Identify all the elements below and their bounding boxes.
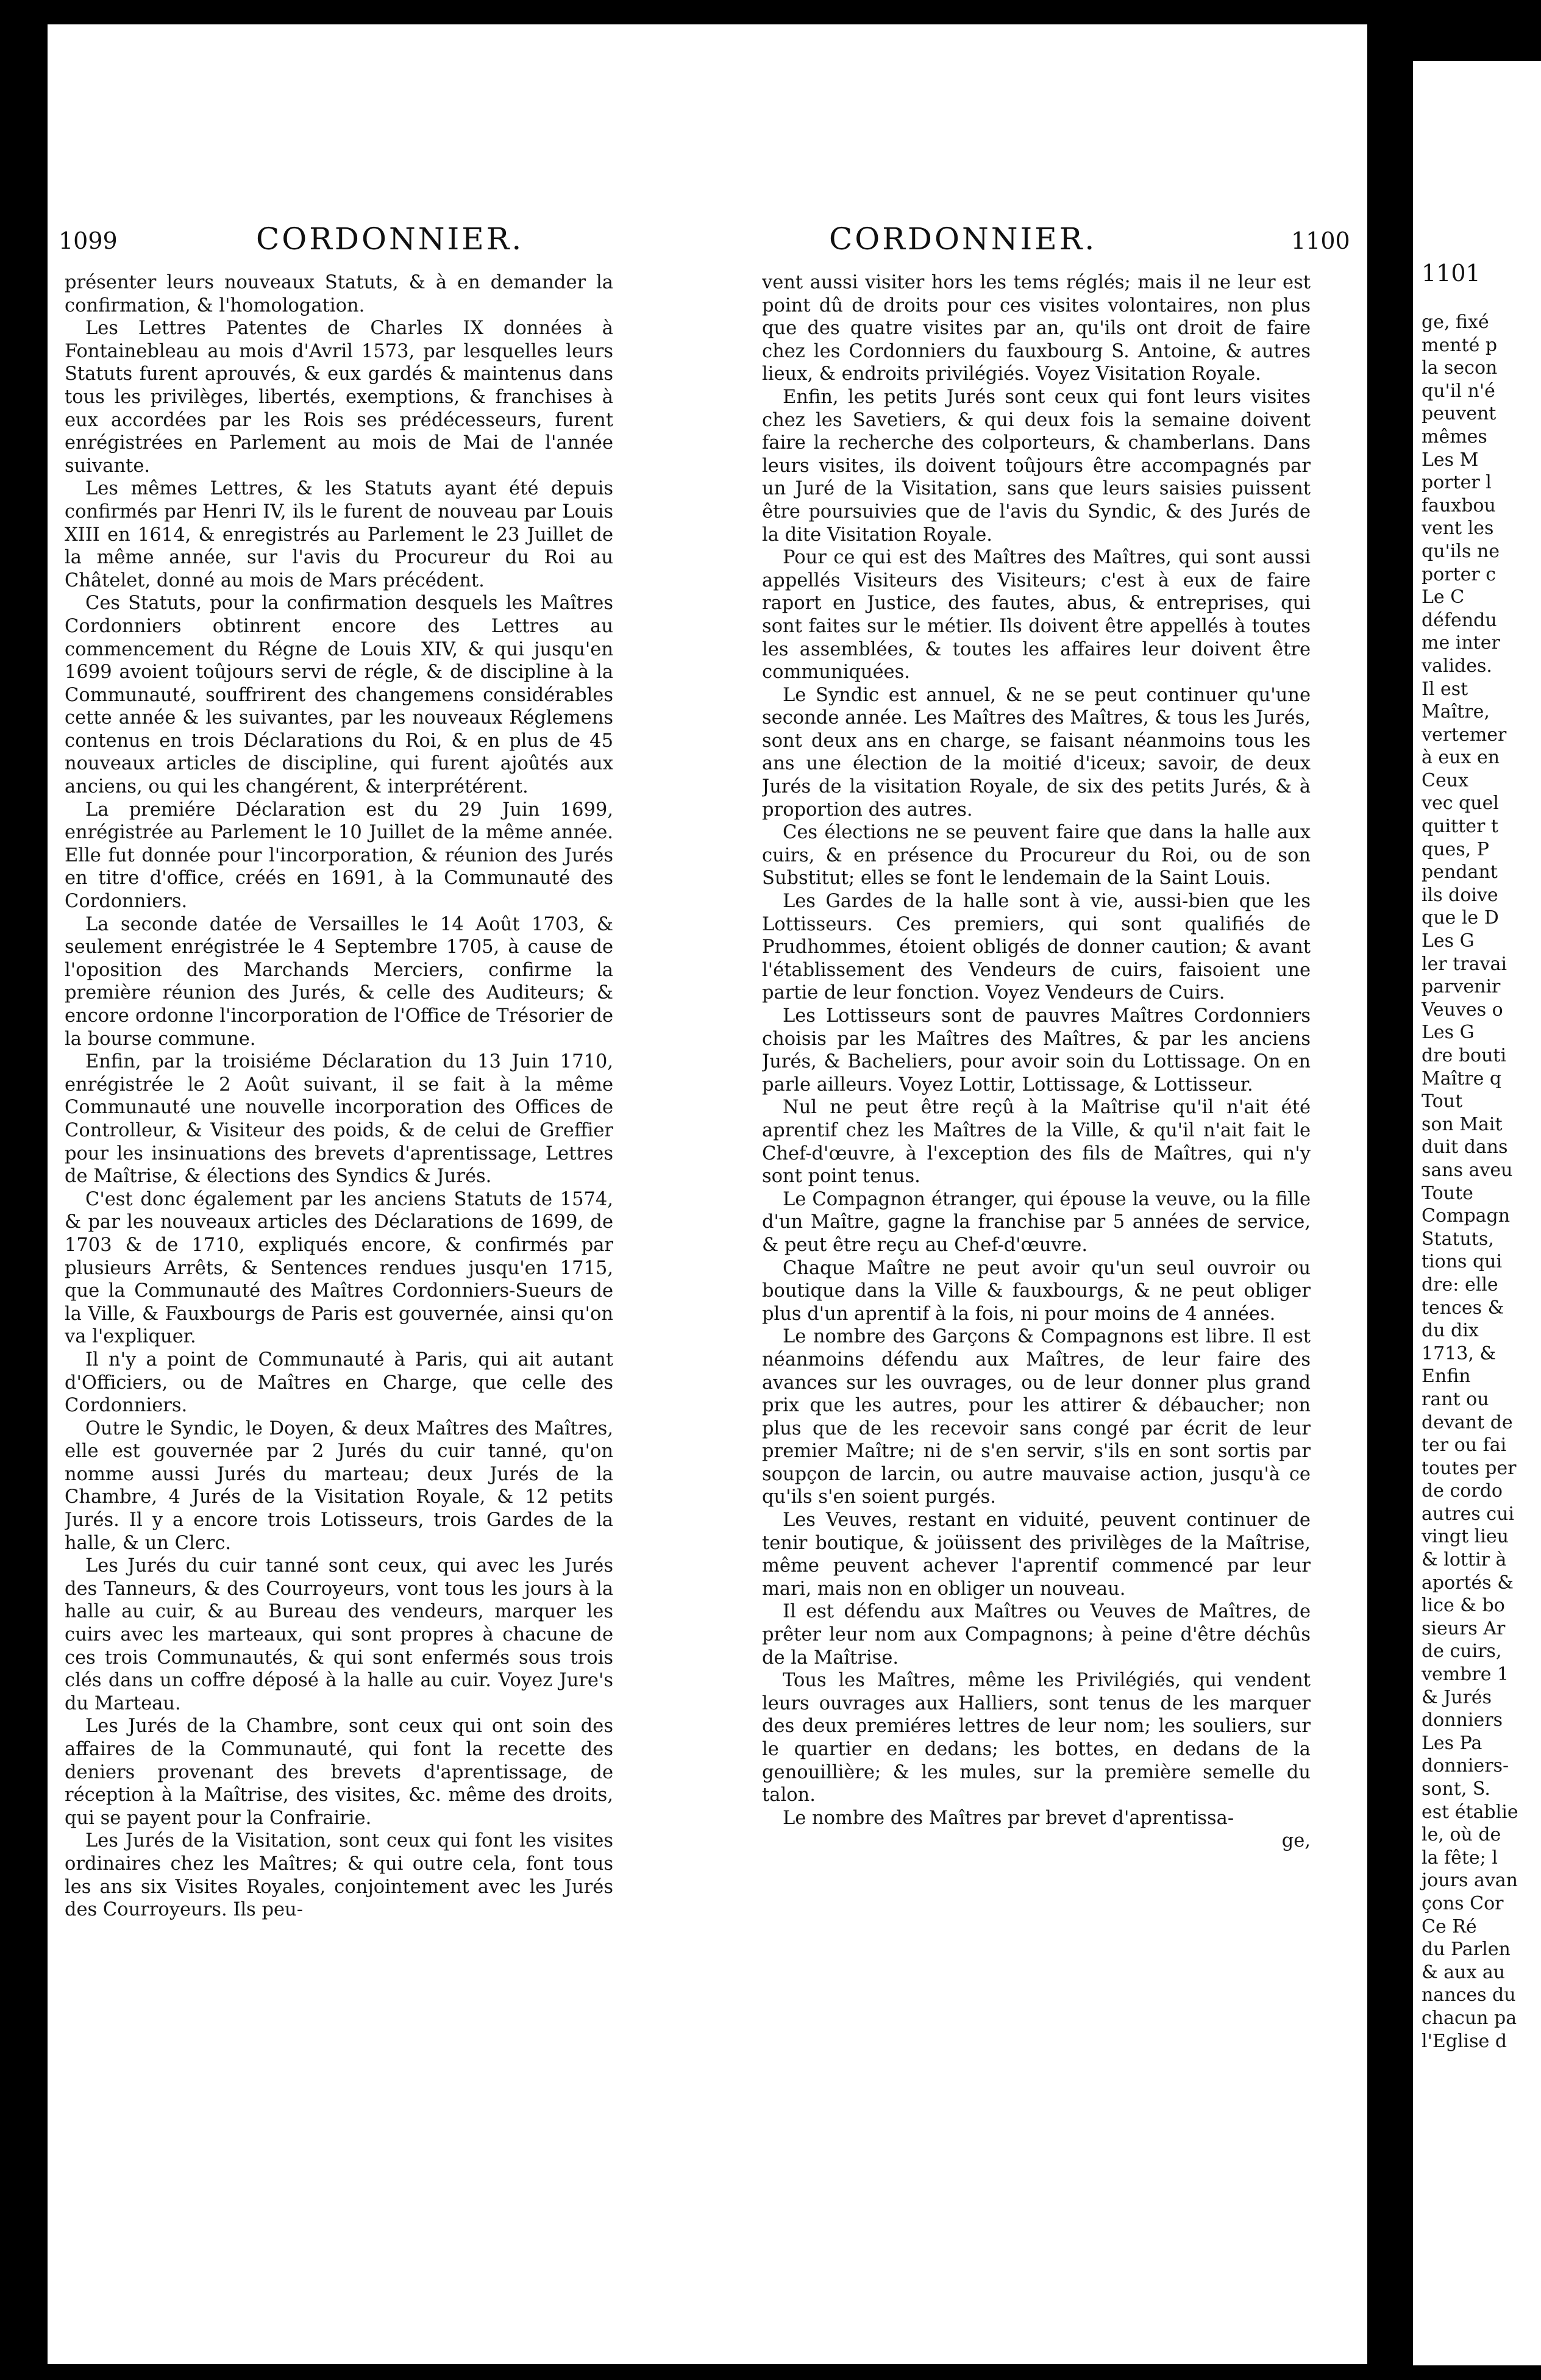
fragment-line: ge, fixé [1422,312,1489,333]
right-running-title: CORDONNIER. [829,221,1097,257]
fragment-line: tions qui [1422,1251,1503,1273]
paragraph: Les Gardes de la halle sont à vie, aussi-bien que les Lottisseurs. Ces premiers, qui sont qualifiés de Prudhommes, étoient obligés de donner caution; & avant l'établissement des Vendeurs de cuirs, faisoient une partie de leur fonction. Voyez Vendeurs de Cuirs. [762,891,1311,1004]
fragment-line: peuvent [1422,403,1497,425]
fragment-line: ter ou fai [1422,1434,1507,1456]
fragment-line: Enfin [1422,1366,1471,1388]
fragment-line: me inter [1422,632,1500,654]
fragment-line: duit dans [1422,1136,1508,1158]
fragment-line: qu'il n'é [1422,380,1495,402]
paragraph: Il n'y a point de Communauté à Paris, qui ait autant d'Officiers, ou de Maîtres en Charge, que celle des Cordonniers. [65,1349,613,1417]
fragment-line: la fête; l [1422,1847,1498,1869]
fragment-line: dre: elle [1422,1274,1498,1295]
left-text-column [65,271,613,2344]
fragment-line: quitter t [1422,816,1498,838]
paragraph: Les Jurés du cuir tanné sont ceux, qui avec les Jurés des Tanneurs, & des Courroyeurs, vont tous les jours à la halle au cuir, & au Bureau des vendeurs, marquer les cuirs avec les marteaux, qui sont propres à chacune de ces trois Communautés, & qui sont enfermés sous trois clés dans un coffre déposé à la halle au cuir. Voyez Jure's du Marteau. [65,1555,613,1714]
fragment-line: à eux en [1422,747,1500,769]
paragraph: Le nombre des Maîtres par brevet d'aprentissa- [783,1807,1234,1829]
adjacent-page-fragment [1413,61,1541,2365]
fragment-line: Ce Ré [1422,1915,1477,1937]
fragment-line: nances du [1422,1984,1516,2006]
fragment-line: vertemer [1422,724,1507,746]
fragment-line: Il est [1422,678,1468,700]
fragment-line: vingt lieu [1422,1526,1509,1548]
paragraph: Le Compagnon étranger, qui épouse la veuve, ou la fille d'un Maître, gagne la franchise par 5 années de service, & peut être reçu au Chef-d'œuvre. [762,1188,1311,1256]
fragment-line: la secon [1422,357,1498,379]
fragment-line: l'Eglise d [1422,2030,1507,2052]
fragment-line: porter l [1422,472,1492,494]
fragment-line: & Jurés [1422,1686,1492,1708]
paragraph: présenter leurs nouveaux Statuts, & à en demander la confirmation, & l'homologation. [65,272,613,316]
fragment-line: du dix [1422,1320,1479,1342]
fragment-line: Toute [1422,1182,1473,1204]
paragraph: Chaque Maître ne peut avoir qu'un seul ouvroir ou boutique dans la Ville & fauxbourgs, & ne peut obliger plus d'un aprentif à la fois, ni pour moins de 4 années. [762,1257,1311,1325]
fragment-line: jours avan [1422,1870,1518,1892]
fragment-line: menté p [1422,334,1498,356]
fragment-line: Veuves o [1422,999,1503,1021]
fragment-line: Ceux [1422,769,1468,791]
paragraph: Ces élections ne se peuvent faire que dans la halle aux cuirs, & en présence du Procureur du Roi, ou de son Substitut; elles se font le lendemain de la Saint Louis. [762,822,1311,889]
fragment-line: çons Cor [1422,1892,1504,1914]
fragment-line: sieurs Ar [1422,1617,1506,1639]
fragment-line: vembre 1 [1422,1664,1509,1686]
right-text-column [762,271,1311,2344]
paragraph: Enfin, par la troisiéme Déclaration du 13 Juin 1710, enrégistrée le 2 Août suivant, il se fait à la même Communauté une nouvelle incorporation des Offices de Controlleur, & Visiteur des poids, & de celui de Greffier pour les insinuations des brevets d'aprentissage, Lettres de Maîtrise, & élections des Syndics & Jurés. [65,1051,613,1188]
fragment-line: lice & bo [1422,1595,1505,1617]
fragment-line: Les G [1422,930,1475,952]
fragment-line: ler travai [1422,953,1507,975]
paragraph: Les mêmes Lettres, & les Statuts ayant été depuis confirmés par Henri IV, ils le furent de nouveau par Louis XIII en 1614, & enregistrés au Parlement le 23 Juillet de la même année, sur l'avis du Procureur du Roi au Châtelet, donné au mois de Mars précédent. [65,478,613,591]
book-page [48,24,1367,2364]
fragment-line: de cordo [1422,1480,1503,1502]
fragment-line: que le D [1422,907,1499,929]
paragraph: La premiére Déclaration est du 29 Juin 1699, enrégistrée au Parlement le 10 Juillet de la même année. Elle fut donnée pour l'incorporation, & réunion des Jurés en titre d'office, créés en 1691, à la Communauté des Cordonniers. [65,799,613,913]
left-page-number: 1099 [59,227,118,254]
fragment-line: de cuirs, [1422,1641,1502,1662]
fragment-line: Les Pa [1422,1732,1482,1754]
fragment-line: mêmes [1422,426,1487,447]
fragment-line: pendant [1422,861,1498,883]
fragment-line: aportés & [1422,1572,1514,1594]
paragraph: Les Jurés de la Visitation, sont ceux qui font les visites ordinaires chez les Maîtres; & qui outre cela, font tous les ans six Visites Royales, conjointement avec les Jurés des Courroyeurs. Ils peu- [65,1830,613,1921]
fragment-line: défendu [1422,609,1497,631]
fragment-line: le, où de [1422,1824,1501,1846]
fragment-line: devant de [1422,1411,1513,1433]
fragment-line: Maître, [1422,701,1490,723]
fragment-line: vent les [1422,518,1494,540]
fragment-line: dre bouti [1422,1045,1507,1066]
fragment-line: ils doive [1422,884,1498,906]
fragment-line: Tout [1422,1091,1463,1113]
paragraph: Le nombre des Garçons & Compagnons est libre. Il est néanmoins défendu aux Maîtres, de leur faire des avances sur les ouvrages, ou de leur donner plus grand prix que les autres, pour les attirer & débaucher; non plus que de les recevoir sans congé par écrit de leur premier Maître; ni de s'en servir, s'ils en sont sortis par soupçon de larcin, ou autre mauvaise action, jusqu'à ce qu'ils s'en soient purgés. [762,1326,1311,1508]
fragment-line: Les M [1422,449,1479,471]
fragment-line: donniers- [1422,1755,1509,1777]
adjacent-page-text [1422,262,1541,2053]
left-running-title: CORDONNIER. [256,221,524,257]
paragraph: Les Lottisseurs sont de pauvres Maîtres Cordonniers choisis par les Maîtres des Maîtres, & par les anciens Jurés, & Bacheliers, pour avoir soin du Lottissage. On en parle ailleurs. Voyez Lottir, Lottissage, & Lottisseur. [762,1005,1311,1096]
fragment-line: Compagn [1422,1205,1511,1227]
fragment-line: sans aveu [1422,1159,1513,1181]
fragment-line: Statuts, [1422,1228,1494,1250]
fragment-line: toutes per [1422,1457,1517,1479]
paragraph: Tous les Maîtres, même les Privilégiés, qui vendent leurs ouvrages aux Halliers, sont tenus de les marquer des deux premiéres lettres de leur nom; les souliers, sur le quartier en dedans; les bottes, en dedans de la genouillière; & les mules, sur la première semelle du talon. [762,1670,1311,1806]
fragment-line: Les G [1422,1022,1475,1044]
fragment-line: parvenir [1422,976,1501,998]
adjacent-page-number: 1101 [1422,260,1481,287]
fragment-line: & lottir à [1422,1549,1507,1571]
fragment-line: valides. [1422,655,1492,677]
paragraph: Le Syndic est annuel, & ne se peut continuer qu'une seconde année. Les Maîtres des Maîtres, & tous les Jurés, sont deux ans en charge, se faisant néanmoins tous les ans une élection de la moitié d'iceux; savoir, de deux Jurés de la visitation Royale, de six des petits Jurés, & à proportion des autres. [762,684,1311,821]
fragment-line: Le C [1422,586,1465,608]
fragment-line: qu'ils ne [1422,540,1500,562]
paragraph: Les Jurés de la Chambre, sont ceux qui ont soin des affaires de la Communauté, qui font la recette des deniers provenant des brevets d'aprentissage, de réception à la Maîtrise, des visites, &c. même des droits, qui se payent pour la Confrairie. [65,1716,613,1829]
fragment-line: 1713, & [1422,1342,1497,1364]
fragment-line: sont, S. [1422,1778,1490,1800]
paragraph: C'est donc également par les anciens Statuts de 1574, & par les nouveaux articles des Déclarations de 1699, de 1703 & de 1710, expliqués encore, & confirmés par plusieurs Arrêts, & Sentences rendues jusqu'en 1715, que la Communauté des Maîtres Cordonniers-Sueurs de la Ville, & Fauxbourgs de Paris est gouvernée, ainsi qu'on va l'expliquer. [65,1188,613,1348]
paragraph: Ces Statuts, pour la confirmation desquels les Maîtres Cordonniers obtinrent encore des Lettres au commencement du Régne de Louis XIV, & qui jusqu'en 1699 avoient toûjours servi de régle, & de discipline à la Communauté, souffrirent des changemens considérables cette année & les suivantes, par les nouveaux Réglemens contenus en trois Déclarations du Roi, & en plus de 45 nouveaux articles de discipline, qui furent ajoûtés aux anciens, ou qui les changérent, & interprétérent. [65,593,613,798]
fragment-line: du Parlen [1422,1939,1511,1961]
fragment-line: vec quel [1422,793,1499,814]
paragraph: La seconde datée de Versailles le 14 Août 1703, & seulement enrégistrée le 4 Septembre 1705, à cause de l'oposition des Marchands Merciers, confirme la première réunion des Jurés, & celle des Auditeurs; & encore ordonne l'incorporation de l'Office de Trésorier de la bourse commune. [65,913,613,1050]
paragraph: Il est défendu aux Maîtres ou Veuves de Maîtres, de prêter leur nom aux Compagnons; à peine d'être déchûs de la Maîtrise. [762,1601,1311,1669]
paragraph: Pour ce qui est des Maîtres des Maîtres, qui sont aussi appellés Visiteurs des Visiteurs; c'est à eux de faire raport en Justice, des fautes, abus, & entreprises, qui sont faites sur le métier. Ils doivent être appellés à toutes les assemblées, & toutes les affaires leur doivent être communiquées. [762,547,1311,683]
fragment-line: & aux au [1422,1961,1506,1983]
paragraph: Les Lettres Patentes de Charles IX données à Fontainebleau au mois d'Avril 1573, par lesquelles leurs Statuts furent aprouvés, & eux gardés & maintenus dans tous les privilèges, libertés, exemptions, & franchises à eux accordées par les Rois ses prédécesseurs, furent enrégistrées en Parlement au mois de Mai de l'année suivante. [65,318,613,477]
fragment-line: chacun pa [1422,2007,1517,2029]
paragraph: ge, [1281,1830,1311,1852]
fragment-line: Maître q [1422,1067,1502,1089]
fragment-line: son Mait [1422,1113,1503,1135]
paragraph: Outre le Syndic, le Doyen, & deux Maîtres des Maîtres, elle est gouvernée par 2 Jurés du cuir tanné, qu'on nomme aussi Jurés du marteau; deux Jurés de la Chambre, 4 Jurés de la Visitation Royale, & 12 petits Jurés. Il y a encore trois Lotisseurs, trois Gardes de la halle, & un Clerc. [65,1417,613,1554]
paragraph: vent aussi visiter hors les tems réglés; mais il ne leur est point dû de droits pour ces visites volontaires, non plus que des quatre visites par an, qu'ils ont droit de faire chez les Cordonniers du fauxbourg S. Antoine, & autres lieux, & endroits privilégiés. Voyez Visitation Royale. [762,272,1311,385]
paragraph: Nul ne peut être reçû à la Maîtrise qu'il n'ait été aprentif chez les Maîtres de la Ville, & qu'il n'ait fait le Chef-d'œuvre, à l'exception des fils de Maîtres, qui n'y sont point tenus. [762,1097,1311,1188]
right-page-number: 1100 [1291,227,1350,254]
fragment-line: autres cui [1422,1503,1515,1525]
fragment-line: tences & [1422,1297,1504,1319]
fragment-line: porter c [1422,563,1497,585]
fragment-line: fauxbou [1422,494,1496,516]
fragment-line: donniers [1422,1709,1503,1731]
paragraph: Enfin, les petits Jurés sont ceux qui font leurs visites chez les Savetiers, & qui deux fois la semaine doivent faire la recherche des colporteurs, & chamberlans. Dans leurs visites, ils doivent toûjours être accompagnés par un Juré de la Visitation, sans que leurs saisies puissent être poursuivies que de l'avis du Syndic, & des Jurés de la dite Visitation Royale. [762,386,1311,546]
fragment-line: ques, P [1422,838,1489,860]
fragment-line: rant ou [1422,1388,1489,1410]
fragment-line: est établie [1422,1801,1518,1823]
paragraph: Les Veuves, restant en viduité, peuvent continuer de tenir boutique, & joüissent des privilèges de la Maîtrise, même peuvent achever l'aprentif commencé par leur mari, mais non en obliger un nouveau. [762,1509,1311,1600]
